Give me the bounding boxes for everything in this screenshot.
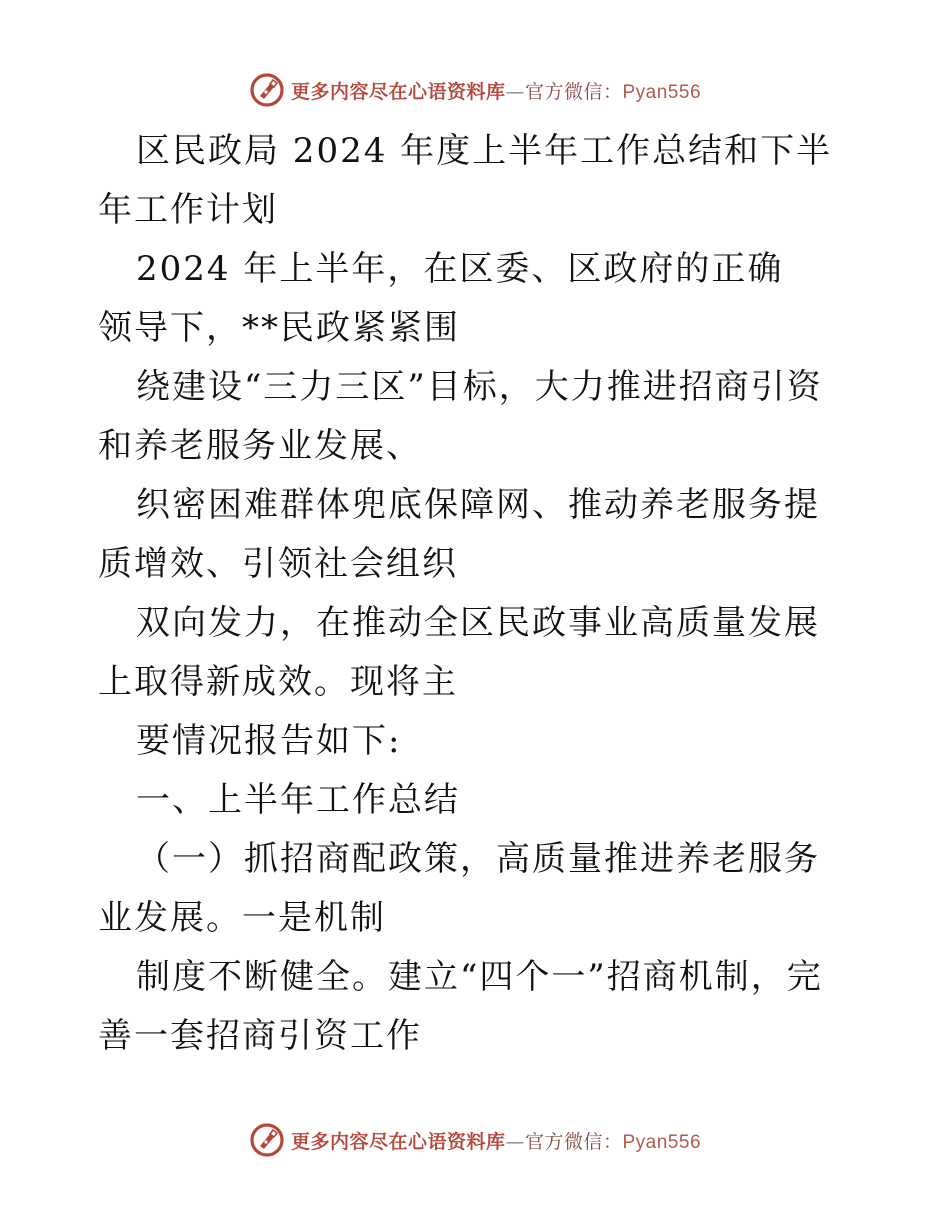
paragraph: 绕建设“三力三区”目标，大力推进招商引资和养老服务业发展、: [98, 367, 823, 466]
document-title: 区民政局 2024 年度上半年工作总结和下半年工作计划: [98, 131, 833, 230]
watermark-separator: —: [505, 1130, 525, 1153]
watermark-separator: —: [505, 80, 525, 103]
watermark-text: [291, 77, 701, 104]
paragraph: 要情况报告如下:: [136, 721, 402, 761]
watermark-text: [291, 1127, 701, 1154]
footer-watermark-banner: [0, 1120, 950, 1160]
header-watermark-banner: [0, 70, 950, 110]
paragraph: 双向发力，在推动全区民政事业高质量发展上取得新成效。现将主: [98, 603, 820, 702]
watermark-site-text: 更多内容尽在心语资料库: [290, 80, 506, 103]
watermark-site-text: 更多内容尽在心语资料库: [290, 1130, 506, 1153]
paragraph: 制度不断健全。建立“四个一”招商机制，完善一套招商引资工作: [98, 957, 823, 1056]
paragraph: 织密困难群体兜底保障网、推动养老服务提质增效、引领社会组织: [98, 485, 820, 584]
pen-nib-seal-icon: [249, 1122, 285, 1158]
subsection-heading: （一）抓招商配政策，高质量推进养老服务业发展。一是机制: [98, 839, 820, 938]
watermark-wechat-id: Pyan556: [622, 1131, 702, 1153]
watermark-wechat-label: 官方微信：: [524, 80, 623, 103]
watermark-wechat-label: 官方微信：: [524, 1130, 623, 1153]
document-body: [98, 122, 854, 1066]
paragraph: 2024 年上半年，在区委、区政府的正确领导下，**民政紧紧围: [98, 249, 784, 348]
section-heading: 一、上半年工作总结: [136, 780, 460, 820]
pen-nib-seal-icon: [249, 72, 285, 108]
watermark-wechat-id: Pyan556: [622, 81, 702, 103]
